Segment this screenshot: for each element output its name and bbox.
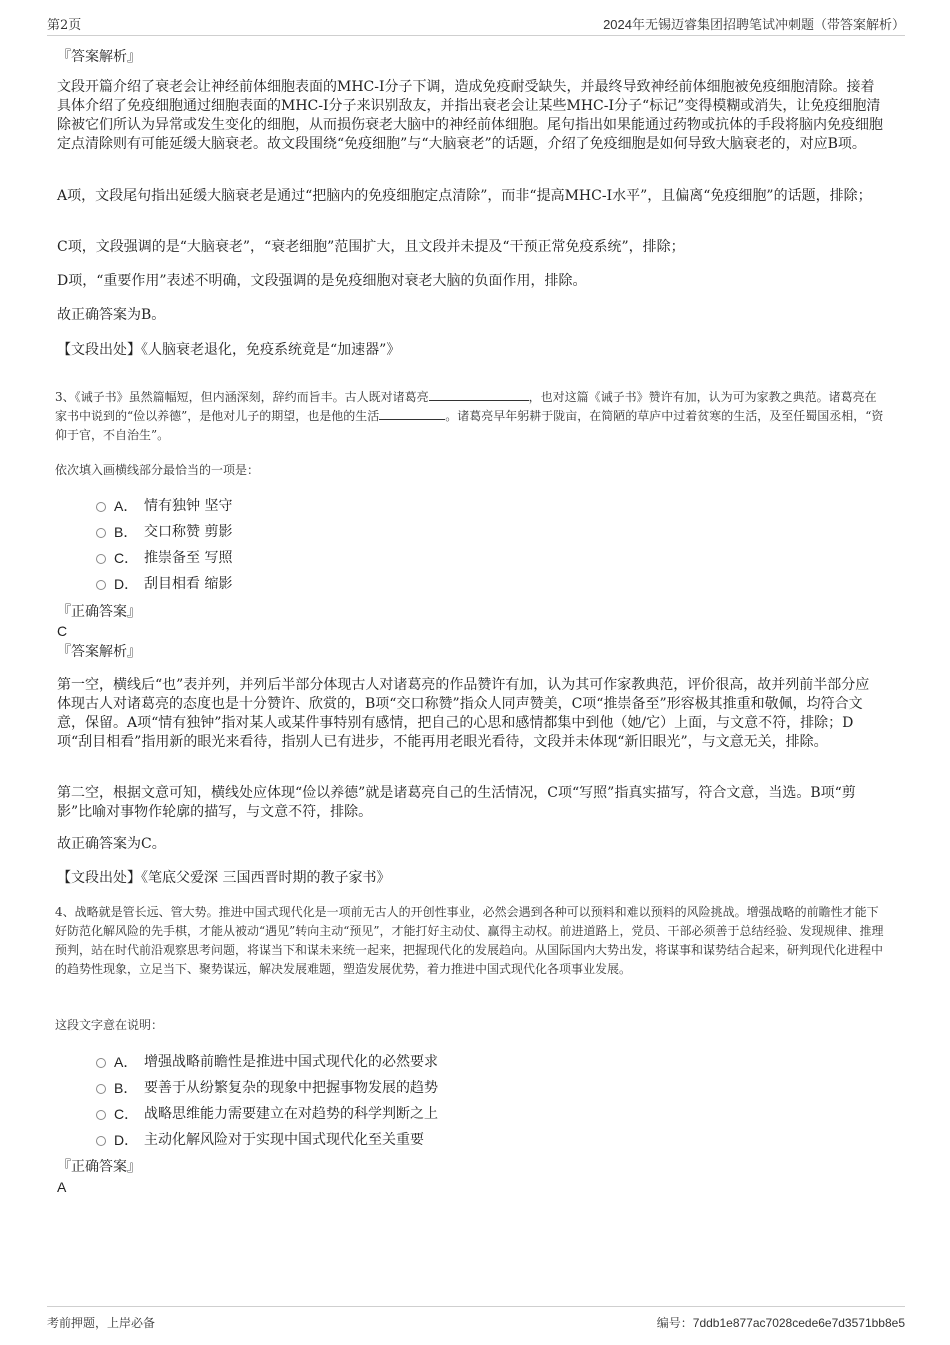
q4-stem: 4、战略就是管长远、管大势。推进中国式现代化是一项前无古人的开创性事业，必然会遇到各种可以预料和难以预料的风险挑战。增强战略的前瞻性才能下好防范化解风险的先手棋，才能从被动“遇见”转向主动“预见”，才能打好主动仗、赢得主动权。前进道路上，党员、干部必须善于总结经验、发现规律、推理预判，站在时代前沿观察思考问题，将谋当下和谋未来统一起来，把握现代化的发展趋向。从国际国内大势出发，将谋事和谋势结合起来，研判现代化进程中的趋势性现象，立足当下、聚势谋远，解决发展难题，塑造发展优势，着力推进中国式现代化各项事业发展。: [55, 905, 884, 976]
footer-slogan: 考前押题，上岸必备: [47, 1316, 156, 1330]
q3-source: 【文段出处】《笔底父爱深 三国西晋时期的教子家书》: [57, 870, 391, 886]
q2-conclusion: 故正确答案为B。: [57, 307, 166, 323]
page-number: 第2页: [47, 18, 82, 33]
q3-conclusion: 故正确答案为C。: [57, 836, 166, 852]
footer-code: 编号：7ddb1e877ac7028cede6e7d3571bb8e5: [656, 1316, 905, 1330]
q3-analysis-label: 『答案解析』: [57, 644, 141, 660]
document-title: 2024年无锡迈睿集团招聘笔试冲刺题（带答案解析）: [603, 17, 905, 32]
radio-icon[interactable]: [96, 1084, 106, 1094]
page-header: [47, 13, 905, 36]
radio-icon[interactable]: [96, 1136, 106, 1146]
page-footer: [47, 1306, 905, 1333]
q4-correct-answer: A: [57, 1179, 67, 1195]
radio-icon[interactable]: [96, 1110, 106, 1120]
q3-correct-label: 『正确答案』: [57, 604, 141, 620]
q2-analysis-paragraph-4: D项，“重要作用”表述不明确，文段强调的是免疫细胞对衰老大脑的负面作用，排除。: [57, 273, 587, 289]
radio-icon[interactable]: [96, 502, 106, 512]
q4-question: 这段文字意在说明：: [55, 1018, 164, 1032]
radio-icon[interactable]: [96, 554, 106, 564]
q3-correct-answer: C: [57, 623, 68, 639]
q2-source: 【文段出处】《人脑衰老退化，免疫系统竟是“加速器”》: [57, 342, 401, 358]
q3-stem: 3、《诫子书》虽然篇幅短，但内涵深刻，辞约而旨丰。古人既对诸葛亮 ，也对这篇《诫子书》赞许有加，认为可为家教之典范。诸葛亮在家书中说到的“俭以养德”，是他对儿子的期望，也是他的生活 。诸葛亮早年躬耕于陇亩，在简陋的草庐中过着贫寒的生活，及至任蜀国丞相，“资仰于官，不自治生”。: [55, 390, 884, 442]
q3-analysis-paragraph-1: 第一空，横线后“也”表并列，并列后半部分体现古人对诸葛亮的作品赞许有加，认为其可作家教典范，评价很高，故并列前半部分应体现古人对诸葛亮的态度也是十分赞许、欣赏的，B项“交口称赞”指众人同声赞美，C项“推崇备至”形容极其推重和敬佩，均符合文意，保留。A项“情有独钟”指对某人或某件事特别有感情，把自己的心思和感情都集中到他（她/它）上面，与文意不符，排除；D项“刮目相看”指用新的眼光来看待，指别人已有进步，不能再用老眼光看待，文段并未体现“新旧眼光”，与文意无关，排除。: [57, 677, 870, 750]
radio-icon[interactable]: [96, 580, 106, 590]
q3-analysis-paragraph-2: 第二空，根据文意可知，横线处应体现“俭以养德”就是诸葛亮自己的生活情况，C项“写照”指真实描写，符合文意，当选。B项“剪影”比喻对事物作轮廓的描写，与文意不符，排除。: [57, 785, 856, 820]
q2-analysis-paragraph-1: 文段开篇介绍了衰老会让神经前体细胞表面的MHC-I分子下调，造成免疫耐受缺失，并最终导致神经前体细胞被免疫细胞清除。接着具体介绍了免疫细胞通过细胞表面的MHC-I分子来识别敌友，并指出衰老会让某些MHC-I分子“标记”变得模糊或消失，让免疫细胞清除被它们所认为异常或发生变化的细胞，从而损伤衰老大脑中的神经前体细胞。尾句指出如果能通过药物或抗体的手段将脑内免疫细胞定点清除则有可能延缓大脑衰老。故文段围绕“免疫细胞”与“大脑衰老”的话题，介绍了免疫细胞是如何导致大脑衰老的，对应B项。: [57, 79, 883, 152]
q3-question: 依次填入画横线部分最恰当的一项是：: [55, 463, 260, 477]
radio-icon[interactable]: [96, 1058, 106, 1068]
q4-correct-label: 『正确答案』: [57, 1159, 141, 1175]
q3-blank-2: [379, 407, 445, 420]
q2-analysis-label: 『答案解析』: [57, 49, 141, 65]
radio-icon[interactable]: [96, 528, 106, 538]
q2-analysis-paragraph-3: C项，文段强调的是“大脑衰老”，“衰老细胞”范围扩大，且文段并未提及“干预正常免疫系统”，排除；: [57, 239, 685, 255]
q3-blank-1: [429, 388, 529, 401]
q2-analysis-paragraph-2: A项，文段尾句指出延缓大脑衰老是通过“把脑内的免疫细胞定点清除”，而非“提高MHC-I水平”，且偏离“免疫细胞”的话题，排除；: [57, 188, 872, 204]
